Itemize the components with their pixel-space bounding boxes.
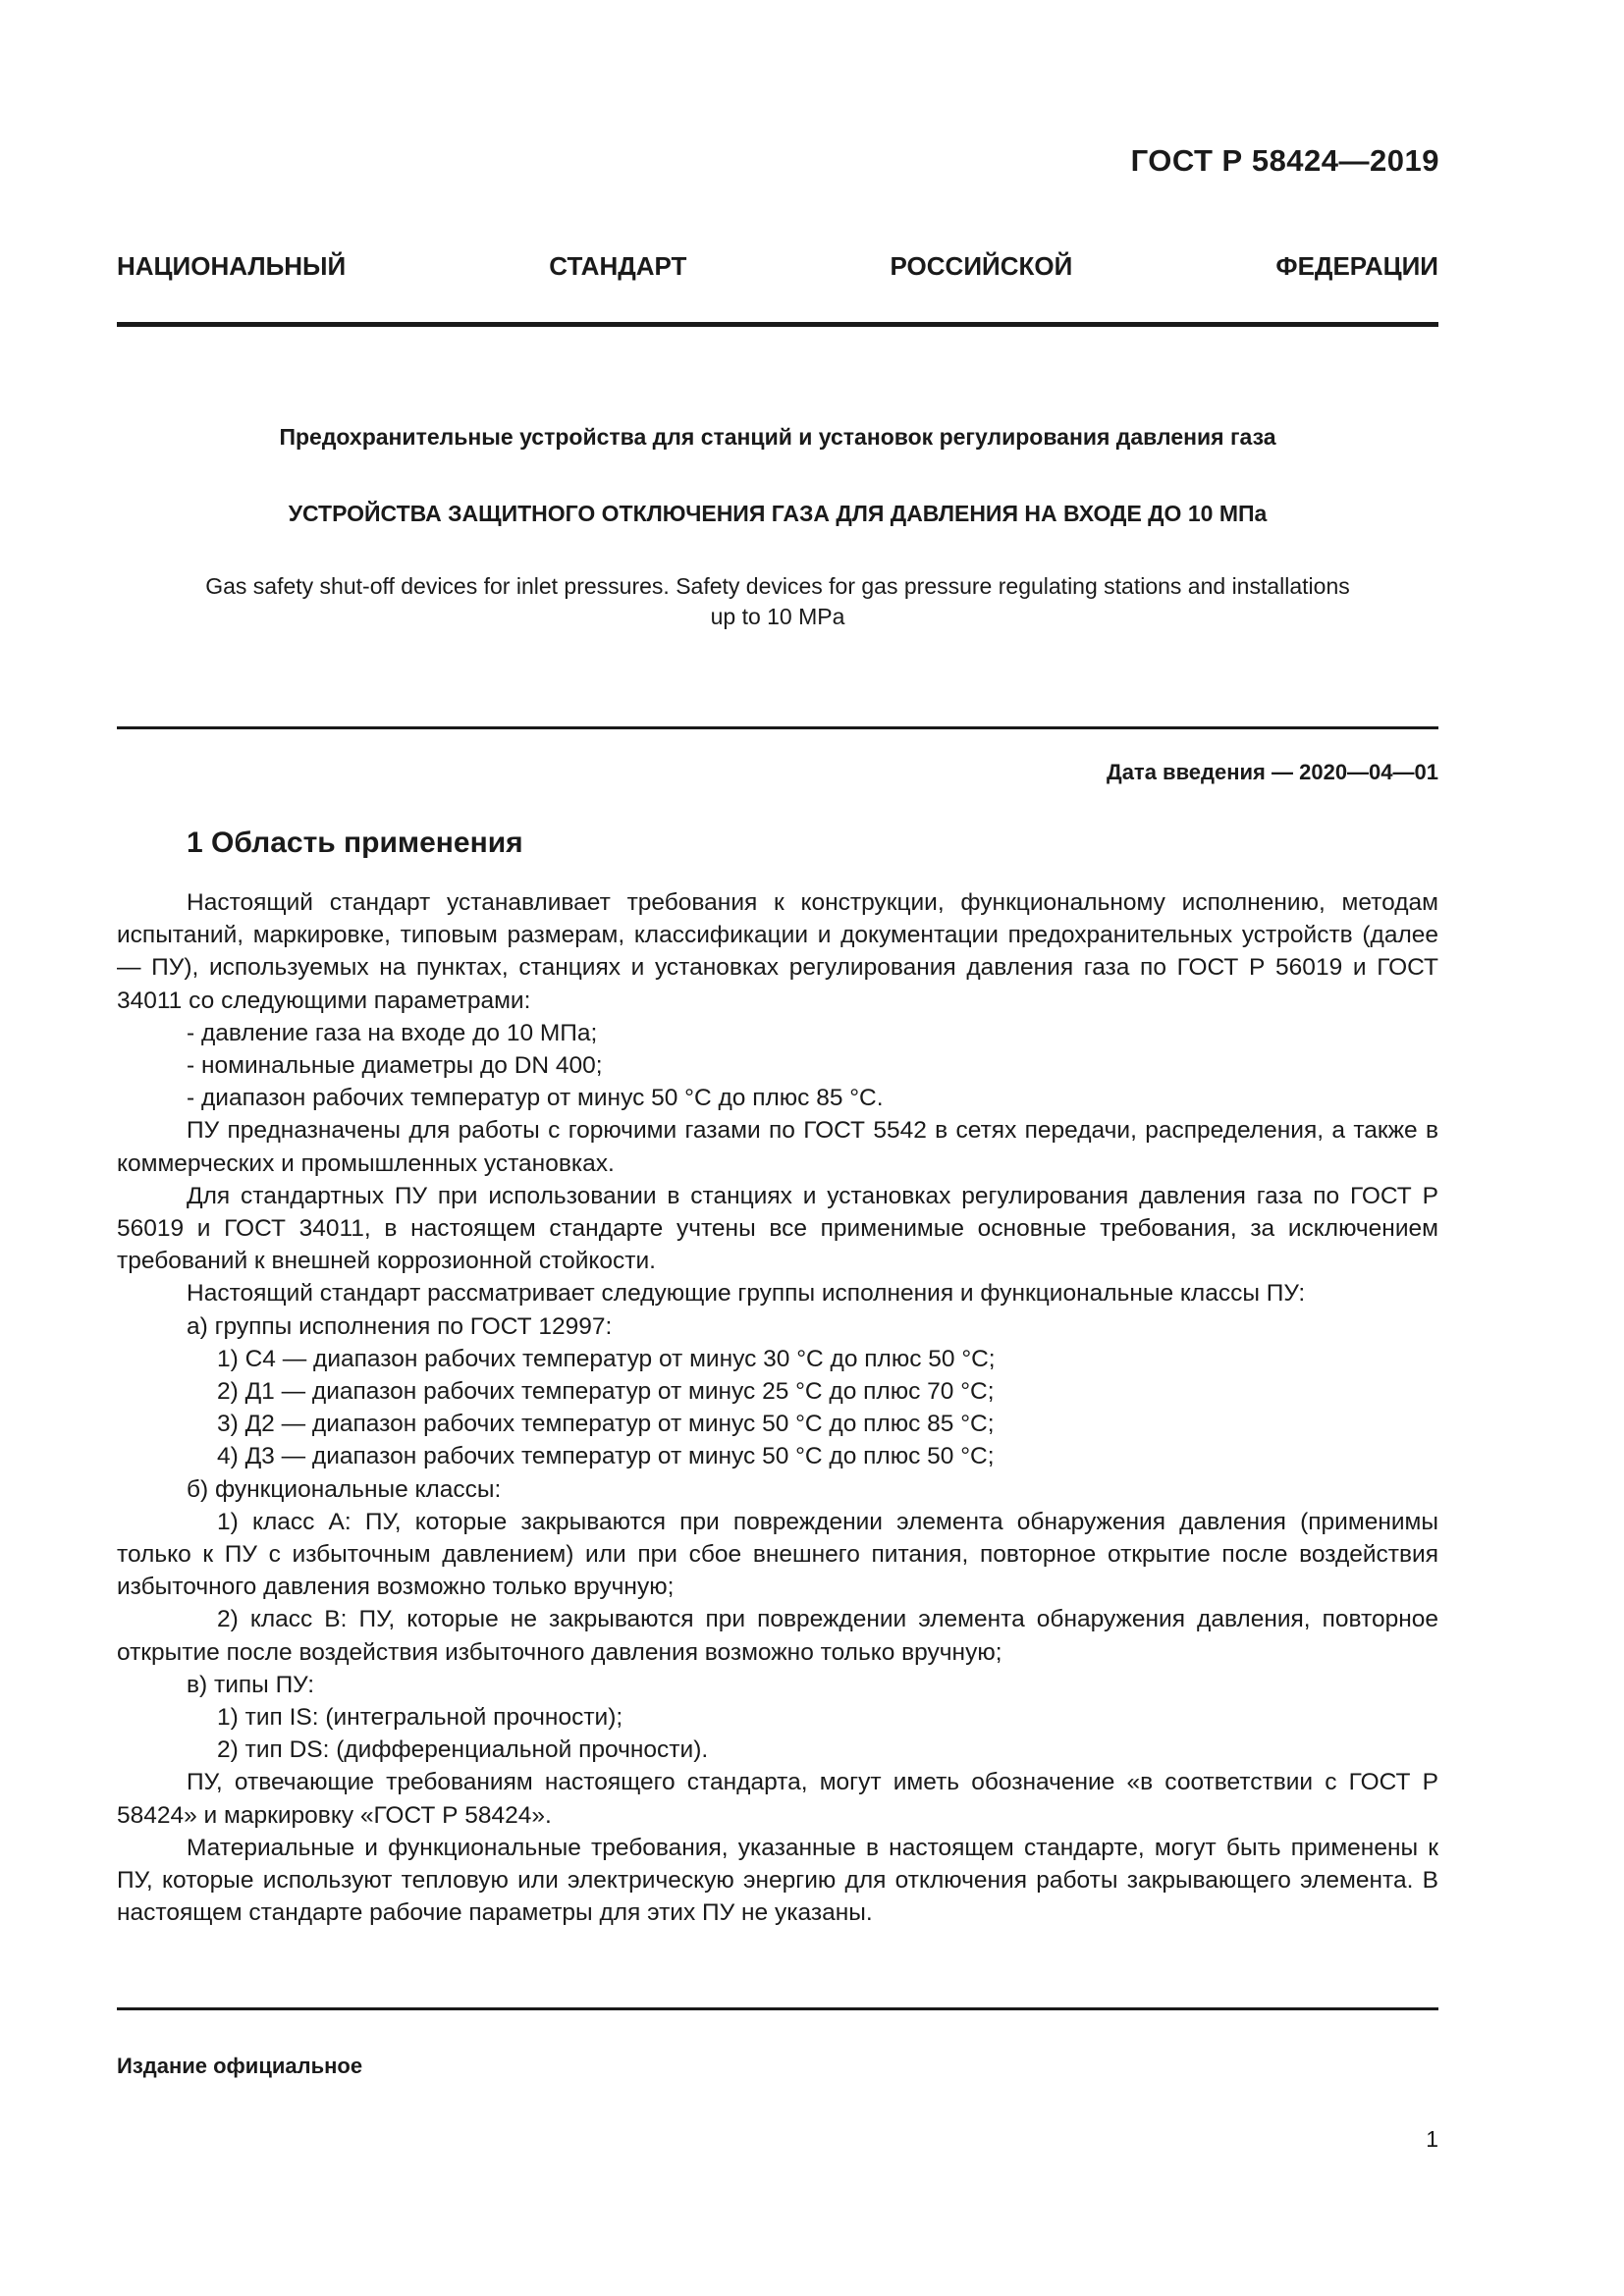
list-item: 2) тип DS: (дифференциальной прочности). (217, 1736, 709, 1764)
section-body (117, 886, 1438, 1930)
document-title-en (137, 571, 1418, 632)
list-item: - номинальные диаметры до DN 400; (187, 1052, 603, 1080)
edition-label: Издание официальное (117, 2054, 363, 2078)
list-item: 1) класс А: ПУ, которые закрываются при повреждении элемента обнаружения давления (применимы только к ПУ с избыточным давлением) или при сбое внешнего питания, повторное открытие после воздействия избыточного давления возможно только вручную; (117, 1508, 1438, 1601)
title-en-line: up to 10 MPa (710, 604, 845, 629)
list-item: 1) тип IS: (интегральной прочности); (217, 1704, 623, 1732)
paragraph: Материальные и функциональные требования, указанные в настоящем стандарте, могут быть применены к ПУ, которые используют тепловую или электрическую энергию для отключения работы закрывающего элемента. В настоящем стандарте рабочие параметры для этих ПУ не указаны. (117, 1834, 1438, 1927)
document-subtitle-ru: УСТРОЙСТВА ЗАЩИТНОГО ОТКЛЮЧЕНИЯ ГАЗА ДЛЯ ДАВЛЕНИЯ НА ВХОДЕ ДО 10 МПа (288, 501, 1268, 526)
national-standard-banner: НАЦИОНАЛЬНЫЙ СТАНДАРТ РОССИЙСКОЙ ФЕДЕРАЦИИ (117, 251, 1438, 281)
document-code: ГОСТ Р 58424—2019 (1130, 143, 1439, 178)
list-item: 4) Д3 — диапазон рабочих температур от минус 50 °С до плюс 50 °С; (217, 1443, 995, 1470)
section-heading: 1 Область применения (187, 827, 523, 859)
title-divider (117, 726, 1438, 729)
list-item: в) типы ПУ: (187, 1671, 315, 1698)
list-item: 2) класс В: ПУ, которые не закрываются при повреждении элемента обнаружения давления, повторное открытие после воздействия избыточного давления возможно только вручную; (117, 1606, 1438, 1666)
paragraph: Настоящий стандарт устанавливает требования к конструкции, функциональному исполнению, методам испытаний, маркировке, типовым размерам, классификации и документации предохранительных устройств (далее — ПУ), используемых на пунктах, станциях и установках регулирования давления газа по ГОСТ Р 56019 и ГОСТ 34011 со следующими параметрами: (117, 889, 1438, 1014)
introduction-date: Дата введения — 2020—04—01 (1107, 760, 1438, 784)
footer-divider (117, 2007, 1438, 2010)
list-item: - диапазон рабочих температур от минус 50 °С до плюс 85 °С. (187, 1085, 884, 1112)
list-item: б) функциональные классы: (187, 1475, 502, 1503)
list-item: 2) Д1 — диапазон рабочих температур от минус 25 °С до плюс 70 °С; (217, 1378, 995, 1406)
list-item: - давление газа на входе до 10 МПа; (187, 1019, 598, 1046)
list-item: 3) Д2 — диапазон рабочих температур от минус 50 °С до плюс 85 °С; (217, 1411, 995, 1438)
paragraph: Настоящий стандарт рассматривает следующие группы исполнения и функциональные классы ПУ: (187, 1280, 1306, 1308)
paragraph: ПУ, отвечающие требованиям настоящего стандарта, могут иметь обозначение «в соответствии с ГОСТ Р 58424» и маркировку «ГОСТ Р 58424». (117, 1769, 1438, 1829)
document-title-ru: Предохранительные устройства для станций и установок регулирования давления газа (279, 424, 1276, 450)
list-item: а) группы исполнения по ГОСТ 12997: (187, 1312, 613, 1340)
paragraph: Для стандартных ПУ при использовании в станциях и установках регулирования давления газа по ГОСТ Р 56019 и ГОСТ 34011, в настоящем стандарте учтены все применимые основные требования, за исключением требований к внешней коррозионной стойкости. (117, 1182, 1438, 1275)
page-number: 1 (1426, 2126, 1438, 2152)
paragraph: ПУ предназначены для работы с горючими газами по ГОСТ 5542 в сетях передачи, распределения, а также в коммерческих и промышленных установках. (117, 1117, 1438, 1177)
header-divider (117, 322, 1438, 327)
list-item: 1) С4 — диапазон рабочих температур от минус 30 °С до плюс 50 °С; (217, 1345, 996, 1372)
title-en-line: Gas safety shut-off devices for inlet pressures. Safety devices for gas pressure regulating stations and installations (205, 573, 1350, 599)
